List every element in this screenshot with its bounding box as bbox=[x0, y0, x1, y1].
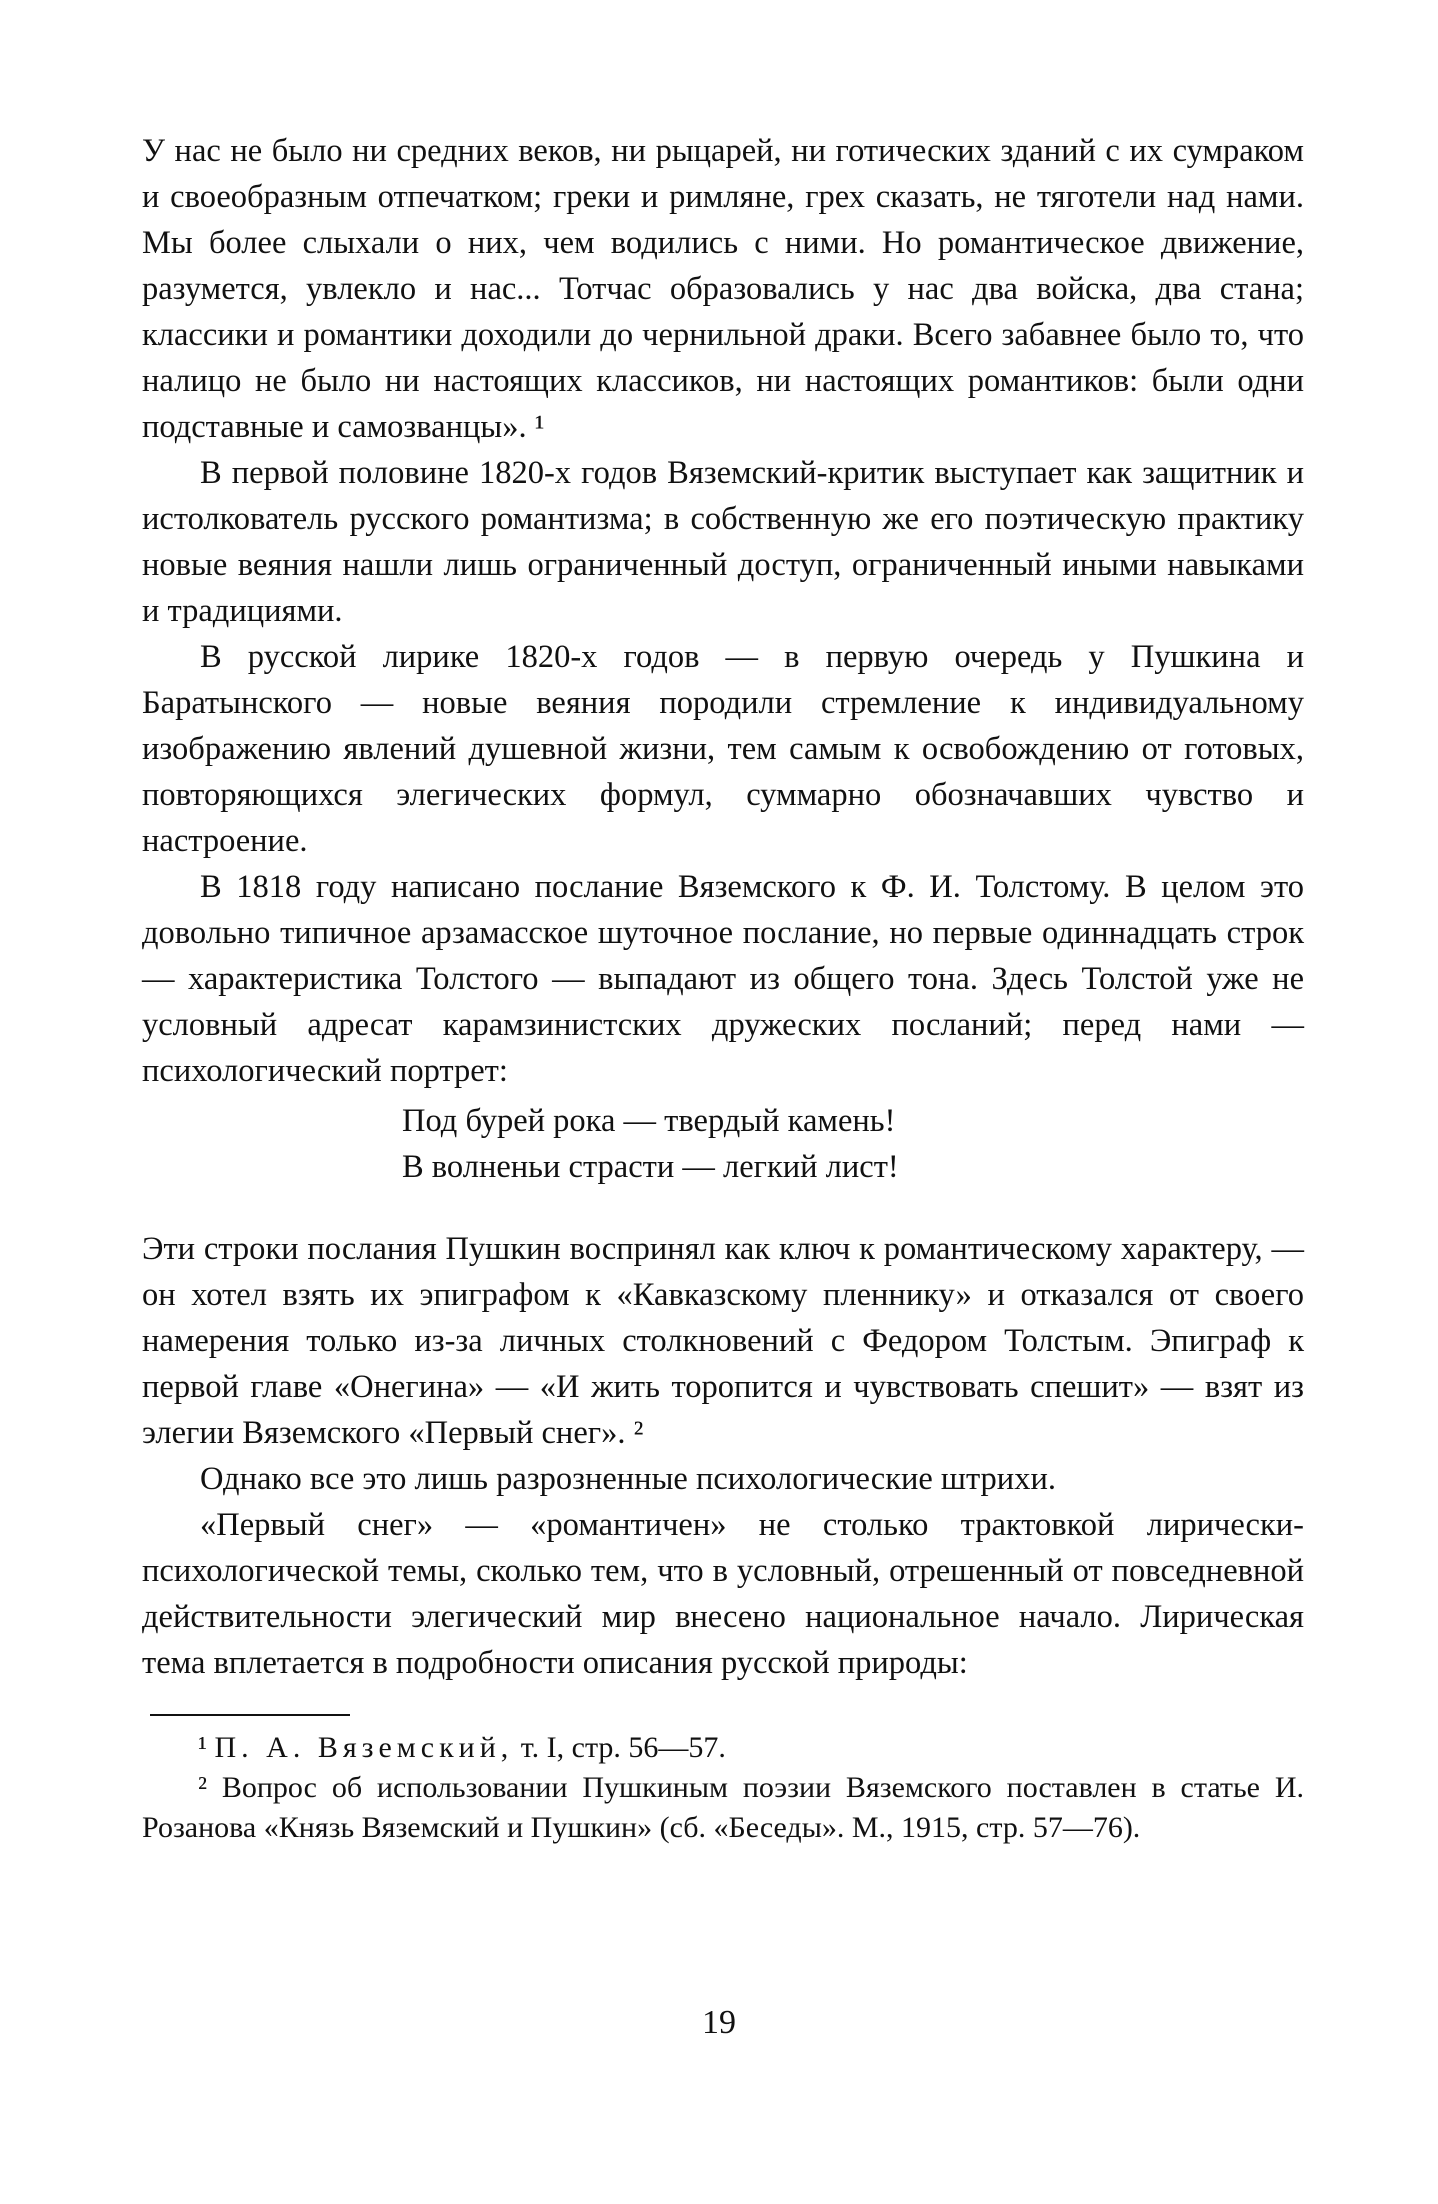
verse-quote bbox=[402, 1098, 1304, 1190]
paragraph-quote-end: У нас не было ни средних веков, ни рыцарей, ни готических зданий с их сумраком и своеобразным отпечатком; греки и римляне, грех сказать, не тяготели над нами. Мы более слыхали о них, чем водились с ними. Но романтическое движение, разумется, увлекло и нас... Тотчас образовались у нас два войска, два стана; классики и романтики доходили до чернильной драки. Всего забавнее было то, что налицо не было ни настоящих классиков, ни настоящих романтиков: были одни подставные и самозванцы». ¹ bbox=[142, 133, 1304, 445]
paragraph-vyazemsky-critic: В первой половине 1820-х годов Вяземский-критик выступает как защитник и истолкователь русского романтизма; в собственную же его поэтическую практику новые веяния нашли лишь ограниченный доступ, ограниченный иными навыками и традициями. bbox=[142, 455, 1304, 629]
footnote-1-mark: ¹ bbox=[198, 1731, 207, 1764]
paragraph-psychological-strokes: Однако все это лишь разрозненные психологические штрихи. bbox=[200, 1461, 1056, 1497]
footnote-2: ² Вопрос об использовании Пушкиным поэзии Вяземского поставлен в статье И. Розанова «Князь Вяземский и Пушкин» (сб. «Беседы». М., 1915, стр. 57—76). bbox=[142, 1771, 1304, 1844]
paragraph-epistle-1818: В 1818 году написано послание Вяземского к Ф. И. Толстому. В целом это довольно типичное арзамасское шуточное послание, но первые одиннадцать строк — характеристика Толстого — выпадают из общего тона. Здесь Толстой уже не условный адресат карамзинистских дружеских посланий; перед нами — психологический портрет: bbox=[142, 869, 1304, 1089]
verse-line: В волненьи страсти — легкий лист! bbox=[402, 1149, 899, 1185]
paragraph-pushkin-epigraph: Эти строки послания Пушкин воспринял как ключ к романтическому характеру, — он хотел взять их эпиграфом к «Кавказскому пленнику» и отказался от своего намерения только из-за личных столкновений с Федором Толстым. Эпиграф к первой главе «Онегина» — «И жить торопится и чувствовать спешит» — взят из элегии Вяземского «Первый снег». ² bbox=[142, 1231, 1304, 1451]
page-body bbox=[142, 128, 1304, 1848]
paragraph-first-snow: «Первый снег» — «романтичен» не столько трактовкой лирически-психологической темы, сколько тем, что в условный, отрешенный от повседневной действительности элегический мир внесено национальное начало. Лирическая тема вплетается в подробности описания русской природы: bbox=[142, 1507, 1304, 1681]
page-number: 19 bbox=[702, 2004, 736, 2041]
footnote-1 bbox=[142, 1728, 1304, 1768]
footnote-rule bbox=[150, 1714, 350, 1716]
footnote-1-rest: т. I, стр. 56—57. bbox=[520, 1731, 726, 1764]
verse-line: Под бурей рока — твердый камень! bbox=[402, 1103, 896, 1139]
footnote-1-author: П. А. Вяземский, bbox=[214, 1731, 514, 1764]
paragraph-russian-lyric: В русской лирике 1820-х годов — в первую очередь у Пушкина и Баратынского — новые веяния породили стремление к индивидуальному изображению явлений душевной жизни, тем самым к освобождению от готовых, повторяющихся элегических формул, суммарно обозначавших чувство и настроение. bbox=[142, 639, 1304, 859]
